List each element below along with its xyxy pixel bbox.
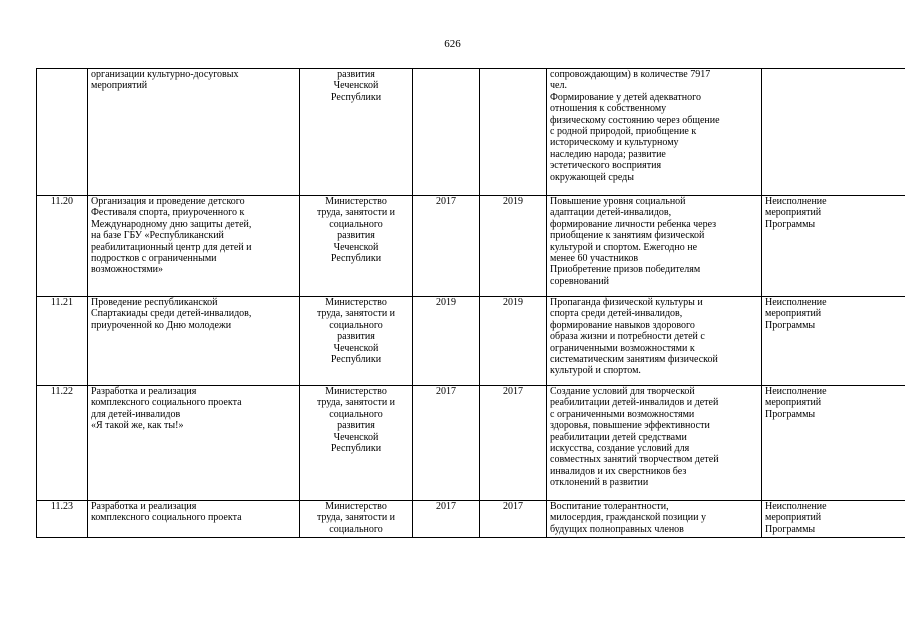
table-row [37, 297, 905, 386]
activity-name-cell: Проведение республиканской Спартакиады среди детей-инвалидов, приуроченной ко Дню молодежи [88, 297, 300, 386]
expected-result-cell: Воспитание толерантности, милосердия, гражданской позиции у будущих полноправных членов [547, 501, 762, 538]
start-year-cell: 2017 [413, 386, 480, 501]
responsible-executor-cell: Министерство труда, занятости и социального развития Чеченской Республики [300, 196, 413, 297]
row-number-cell: 11.23 [37, 501, 88, 538]
start-year-cell [413, 69, 480, 196]
end-year-cell: 2019 [480, 196, 547, 297]
consequence-cell: Неисполнение мероприятий Программы [762, 501, 905, 538]
start-year-cell: 2017 [413, 501, 480, 538]
expected-result-cell: Создание условий для творческой реабилитации детей-инвалидов и детей с ограниченными возможностями здоровья, повышение эффективности реабилитации детей средствами искусства, создание условий для совместных занятий творчеством детей инвалидов и их сверстников без отклонений в развитии [547, 386, 762, 501]
expected-result-cell: Повышение уровня социальной адаптации детей-инвалидов, формирование личности ребенка через приобщение к занятиям физической культурой и спортом. Ежегодно не менее 60 участников Приобретение призов победителям соревнований [547, 196, 762, 297]
table-row [37, 501, 905, 538]
end-year-cell: 2017 [480, 386, 547, 501]
consequence-cell: Неисполнение мероприятий Программы [762, 297, 905, 386]
start-year-cell: 2017 [413, 196, 480, 297]
page-number: 626 [444, 38, 461, 50]
responsible-executor-cell: Министерство труда, занятости и социального [300, 501, 413, 538]
activity-name-cell: организации культурно-досуговых мероприятий [88, 69, 300, 196]
start-year-cell: 2019 [413, 297, 480, 386]
row-number-cell [37, 69, 88, 196]
end-year-cell [480, 69, 547, 196]
activity-name-cell: Разработка и реализация комплексного социального проекта для детей-инвалидов «Я такой же, как ты!» [88, 386, 300, 501]
activity-name-cell: Разработка и реализация комплексного социального проекта [88, 501, 300, 538]
responsible-executor-cell: Министерство труда, занятости и социального развития Чеченской Республики [300, 386, 413, 501]
consequence-cell: Неисполнение мероприятий Программы [762, 386, 905, 501]
row-number-cell: 11.20 [37, 196, 88, 297]
activity-name-cell: Организация и проведение детского Фестиваля спорта, приуроченного к Международному дню защиты детей, на базе ГБУ «Республиканский реабилитационный центр для детей и подростков с ограниченными возможностями» [88, 196, 300, 297]
end-year-cell: 2017 [480, 501, 547, 538]
consequence-cell [762, 69, 905, 196]
table-row [37, 386, 905, 501]
row-number-cell: 11.22 [37, 386, 88, 501]
responsible-executor-cell: Министерство труда, занятости и социального развития Чеченской Республики [300, 297, 413, 386]
consequence-cell: Неисполнение мероприятий Программы [762, 196, 905, 297]
table-row [37, 196, 905, 297]
row-number-cell: 11.21 [37, 297, 88, 386]
program-activities-table [36, 68, 905, 538]
responsible-executor-cell: развития Чеченской Республики [300, 69, 413, 196]
expected-result-cell: сопровождающим) в количестве 7917 чел. Формирование у детей адекватного отношения к собственному физическому состоянию через общение с родной природой, приобщение к историческому и культурному наследию народа; развитие эстетического восприятия окружающей среды [547, 69, 762, 196]
end-year-cell: 2019 [480, 297, 547, 386]
table-row [37, 69, 905, 196]
expected-result-cell: Пропаганда физической культуры и спорта среди детей-инвалидов, формирование навыков здорового образа жизни и потребности детей с ограниченными возможностями к систематическим занятиям физической культурой и спортом. [547, 297, 762, 386]
